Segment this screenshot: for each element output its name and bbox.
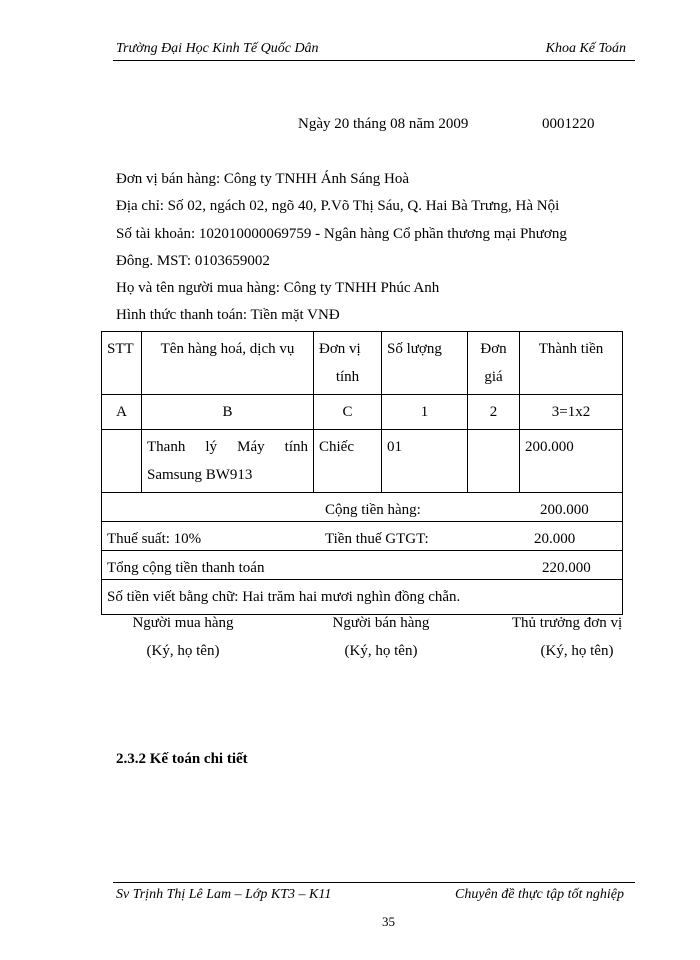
table-code-row — [102, 395, 623, 430]
total-row — [102, 551, 623, 580]
header-stt: STT — [102, 332, 142, 395]
header-unit-line-1: Đơn vị — [319, 341, 361, 357]
signature-head — [482, 609, 652, 665]
footer-title: Chuyên đề thực tập tốt nghiệp — [455, 887, 624, 902]
tax-amount-value: 20.000 — [534, 531, 576, 547]
page-number: 35 — [382, 914, 395, 929]
address-line: Địa chỉ: Số 02, ngách 02, ngõ 40, P.Võ Thị Sáu, Q. Hai Bà Trưng, Hà Nội — [116, 198, 560, 214]
header-price-line-1: Đơn — [480, 341, 507, 357]
footer-student: Sv Trịnh Thị Lê Lam – Lớp KT3 – K11 — [116, 887, 332, 902]
account-line-2: Đông. MST: 0103659002 — [116, 253, 270, 269]
seller-line: Đơn vị bán hàng: Công ty TNHH Ánh Sáng Hoà — [116, 171, 410, 187]
header-price — [468, 332, 520, 395]
invoice-date: Ngày 20 tháng 08 năm 2009 — [298, 116, 469, 132]
tax-amount-label: Tiền thuế GTGT: — [325, 531, 429, 547]
header-qty: Số lượng — [382, 332, 468, 395]
total-cell — [102, 551, 623, 580]
total-value: 220.000 — [542, 560, 591, 576]
tax-row — [102, 522, 623, 551]
account-line-1: Số tài khoản: 102010000069759 - Ngân hàng Cổ phần thương mại Phương — [116, 226, 567, 242]
header-rule — [113, 60, 635, 61]
signature-seller — [301, 609, 461, 665]
header-school: Trường Đại Học Kinh Tế Quốc Dân — [116, 41, 319, 56]
header-price-line-2: giá — [484, 369, 503, 385]
item-name-line-2: Samsung BW913 — [147, 467, 253, 483]
item-price — [468, 430, 520, 493]
payment-line: Hình thức thanh toán: Tiền mặt VNĐ — [116, 307, 340, 323]
total-label: Tổng cộng tiền thanh toán — [107, 560, 265, 576]
header-unit — [314, 332, 382, 395]
signature-head-note: (Ký, họ tên) — [540, 643, 614, 659]
subtotal-row — [102, 493, 623, 522]
header-faculty: Khoa Kế Toán — [545, 41, 626, 56]
table-row — [102, 430, 623, 493]
signature-buyer — [103, 609, 263, 665]
header-name: Tên hàng hoá, dịch vụ — [142, 332, 314, 395]
invoice-number: 0001220 — [542, 116, 595, 132]
signature-buyer-title: Người mua hàng — [132, 615, 234, 631]
signature-seller-title: Người bán hàng — [332, 615, 430, 631]
item-stt — [102, 430, 142, 493]
subtotal-label: Cộng tiền hàng: — [325, 502, 421, 518]
item-qty: 01 — [382, 430, 468, 493]
code-qty: 1 — [382, 395, 468, 430]
footer-rule — [113, 882, 635, 883]
header-unit-line-2: tính — [335, 369, 360, 385]
code-unit: C — [314, 395, 382, 430]
item-unit: Chiếc — [314, 430, 382, 493]
table-header-row — [102, 332, 623, 395]
signature-head-title: Thủ trưởng đơn vị — [511, 615, 623, 631]
signature-buyer-note: (Ký, họ tên) — [146, 643, 220, 659]
subtotal-value: 200.000 — [540, 502, 589, 518]
subtotal-cell — [102, 493, 623, 522]
tax-rate-label: Thuế suất: 10% — [107, 531, 202, 547]
invoice-table — [101, 331, 623, 615]
code-name: B — [142, 395, 314, 430]
item-amount: 200.000 — [520, 430, 623, 493]
item-name-line-1: Thanh lý Máy tính — [147, 439, 308, 455]
item-name — [142, 430, 314, 493]
buyer-line: Họ và tên người mua hàng: Công ty TNHH Phúc Anh — [116, 280, 440, 296]
code-amount: 3=1x2 — [520, 395, 623, 430]
tax-cell — [102, 522, 623, 551]
code-stt: A — [102, 395, 142, 430]
in-words-cell: Số tiền viết bằng chữ: Hai trăm hai mươi nghìn đồng chẵn. — [102, 580, 623, 615]
signature-seller-note: (Ký, họ tên) — [344, 643, 418, 659]
header-amount: Thành tiền — [520, 332, 623, 395]
section-heading: 2.3.2 Kế toán chi tiết — [116, 751, 248, 767]
code-price: 2 — [468, 395, 520, 430]
